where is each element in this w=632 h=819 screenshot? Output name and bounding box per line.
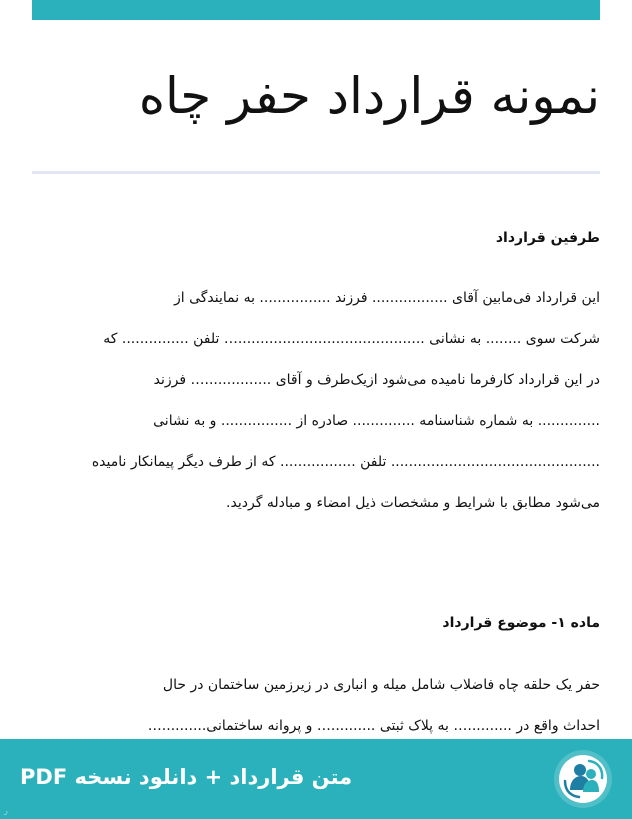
title-divider bbox=[32, 171, 600, 174]
paragraph-line: احداث واقع در ..........… به پلاک ثبتی ..........… و پروانه ساختمانی..........… bbox=[147, 718, 600, 734]
paragraph-line: شرکت سوی ........ به نشانی ..........................................… تلفن ............... که bbox=[103, 331, 600, 347]
paragraph-line: ............................................... تلفن ................. که از طرف دیگر پیمانکار نامیده bbox=[91, 454, 600, 470]
paragraph-line: .............. به شماره شناسنامه .............. صادره از ................ و به نشانی bbox=[153, 413, 600, 429]
paragraph-line: در این قرارداد کارفرما نامیده می‌شود ازیک‌طرف و آقای ...............… فرزند bbox=[153, 372, 600, 388]
download-banner-text[interactable]: متن قرارداد + دانلود نسخه PDF bbox=[20, 765, 353, 789]
page-title: نمونه قرارداد حفر چاه bbox=[138, 67, 600, 125]
people-chat-logo-icon bbox=[553, 749, 613, 809]
paragraph-line: می‌شود مطابق با شرایط و مشخصات ذیل امضاء و مبادله گردید. bbox=[226, 495, 600, 511]
section-heading-article-1: ماده ۱- موضوع قرارداد bbox=[442, 615, 600, 631]
top-accent-bar bbox=[32, 0, 600, 20]
paragraph-line: این قرارداد فی‌مابین آقای ................. فرزند ................ به نمایندگی از bbox=[173, 290, 600, 306]
download-banner[interactable] bbox=[0, 739, 632, 819]
corner-mark: ر bbox=[4, 806, 8, 815]
section-heading-parties: طرفین قرارداد bbox=[495, 230, 600, 246]
paragraph-line: حفر یک حلقه چاه فاضلاب شامل میله و انباری در زیرزمین ساختمان در حال bbox=[162, 677, 600, 693]
parties-paragraph bbox=[32, 278, 600, 524]
article-1-paragraph bbox=[32, 665, 600, 747]
